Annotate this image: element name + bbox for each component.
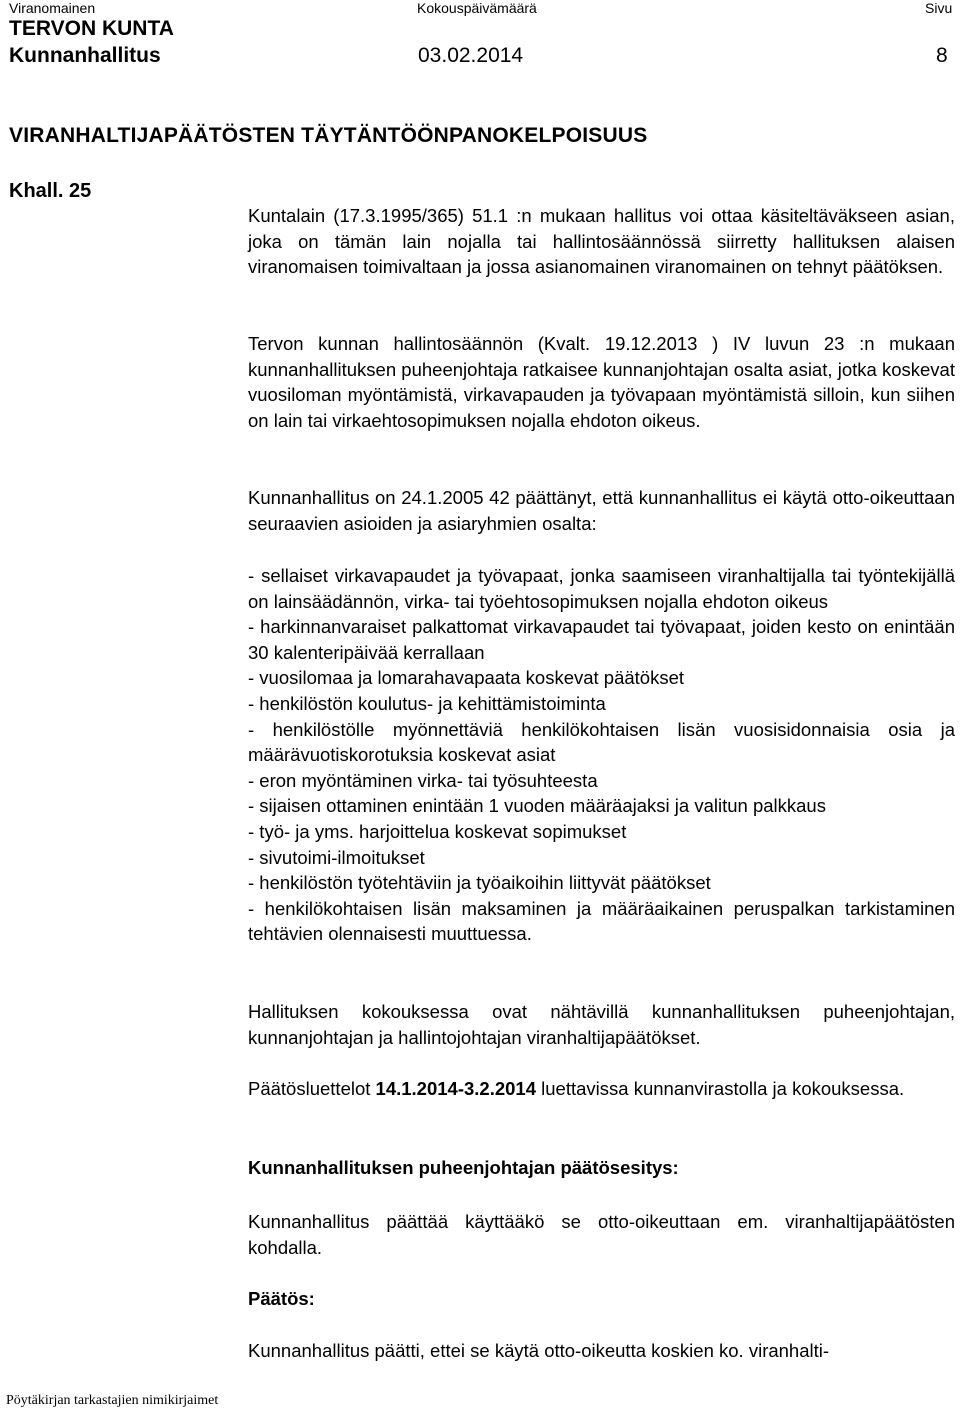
section-number: Khall. 25 xyxy=(9,180,92,202)
header-date: 03.02.2014 xyxy=(418,44,524,67)
list-item: - sivutoimi-ilmoitukset xyxy=(248,846,425,868)
list-item: - henkilökohtaisen lisän maksaminen ja määräaikainen peruspalkan tarkistaminen tehtävien olennaisesti muuttuessa. xyxy=(248,897,955,945)
paragraph-text xyxy=(248,1076,955,1102)
document-title: VIRANHALTIJAPÄÄTÖSTEN TÄYTÄNTÖÖNPANOKELPOISUUS xyxy=(9,124,648,147)
header-body: Kunnanhallitus xyxy=(9,44,161,67)
list-item: - sijaisen ottaminen enintään 1 vuoden määräajaksi ja valitun palkkaus xyxy=(248,795,826,817)
paatosluettelot-suffix: luettavissa kunnanvirastolla ja kokouksessa. xyxy=(536,1078,905,1099)
exception-list xyxy=(248,563,955,947)
list-item: - vuosilomaa ja lomarahavapaata koskevat päätökset xyxy=(248,667,685,689)
list-item: - sellaiset virkavapaudet ja työvapaat, jonka saamiseen viranhaltijalla tai työntekijällä on lainsäädännön, virka- tai työehtosopimuksen nojalla ehdoton oikeus xyxy=(248,565,955,612)
header-label-date: Kokouspäivämäärä xyxy=(417,0,537,16)
paragraph-text: Tervon kunnan hallintosäännön (Kvalt. 19.12.2013 ) IV luvun 23 :n mukaan kunnanhallituksen puheenjohtaja ratkaisee kunnanjohtajan osalta asiat, jotka koskevat vuosiloman myöntämistä, virkavapauden ja työvapaan myöntämistä silloin, kun siihen on lain tai virkaehtosopimuksen nojalla ehdoton oikeus. xyxy=(248,333,955,431)
list-item: - harkinnanvaraiset palkattomat virkavapaudet tai työvapaat, joiden kesto on enintään 30 kalenteripäivää kerrallaan xyxy=(248,616,955,663)
list-item: - henkilöstön koulutus- ja kehittämistoiminta xyxy=(248,692,606,714)
paatosluettelot-dates: 14.1.2014-3.2.2014 xyxy=(375,1078,537,1099)
list-item: - eron myöntäminen virka- tai työsuhteesta xyxy=(248,769,598,791)
proposal-heading: Kunnanhallituksen puheenjohtajan päätösesitys: xyxy=(248,1157,679,1178)
paragraph-kuntalaki xyxy=(248,203,955,280)
paragraph-nahtavilla xyxy=(248,999,955,1050)
decision-text: Kunnanhallitus päätti, ettei se käytä otto-oikeutta koskien ko. viranhalti- xyxy=(248,1340,830,1361)
header-label-page: Sivu xyxy=(925,0,953,16)
paatosluettelot-prefix: Päätösluettelot xyxy=(248,1078,376,1099)
list-item: - henkilöstön työtehtäviin ja työaikoihin liittyvät päätökset xyxy=(248,872,711,894)
paragraph-text: Kuntalain (17.3.1995/365) 51.1 :n mukaan hallitus voi ottaa käsiteltäväkseen asian, joka on tämän lain nojalla tai hallintosäännössä siirretty hallituksen alaisen viranomaisen toimivaltaan ja jossa asianomainen viranomainen on tehnyt päätöksen. xyxy=(248,205,955,278)
paragraph-hallintosaanto xyxy=(248,331,955,433)
paragraph-text: Hallituksen kokouksessa ovat nähtävillä kunnanhallituksen puheenjohtajan, kunnanjohtajan ja hallintojohtajan viranhaltijapäätökset. xyxy=(248,1001,955,1048)
footer-initials-label: Pöytäkirjan tarkastajien nimikirjaimet xyxy=(6,1393,219,1408)
header-page-number: 8 xyxy=(936,44,948,67)
paragraph-otto-oikeus xyxy=(248,485,955,536)
decision-heading: Päätös: xyxy=(248,1288,315,1309)
decision-block xyxy=(248,1338,955,1364)
list-item: - työ- ja yms. harjoittelua koskevat sopimukset xyxy=(248,820,627,842)
list-item: - henkilöstölle myönnettäviä henkilökohtaisen lisän vuosisidonnaisia osia ja määrävuotiskorotuksia koskevat asiat xyxy=(248,718,955,766)
decision-heading-block xyxy=(248,1286,955,1312)
proposal-block xyxy=(248,1209,955,1260)
proposal-heading-block xyxy=(248,1155,955,1181)
paragraph-paatosluettelot xyxy=(248,1076,955,1102)
header-org: TERVON KUNTA xyxy=(9,17,174,40)
proposal-text: Kunnanhallitus päättää käyttääkö se otto-oikeuttaan em. viranhaltijapäätösten kohdalla. xyxy=(248,1211,955,1258)
paragraph-text: Kunnanhallitus on 24.1.2005 42 päättänyt, että kunnanhallitus ei käytä otto-oikeuttaan seuraavien asioiden ja asiaryhmien osalta: xyxy=(248,487,955,534)
header-label-official: Viranomainen xyxy=(9,0,96,16)
